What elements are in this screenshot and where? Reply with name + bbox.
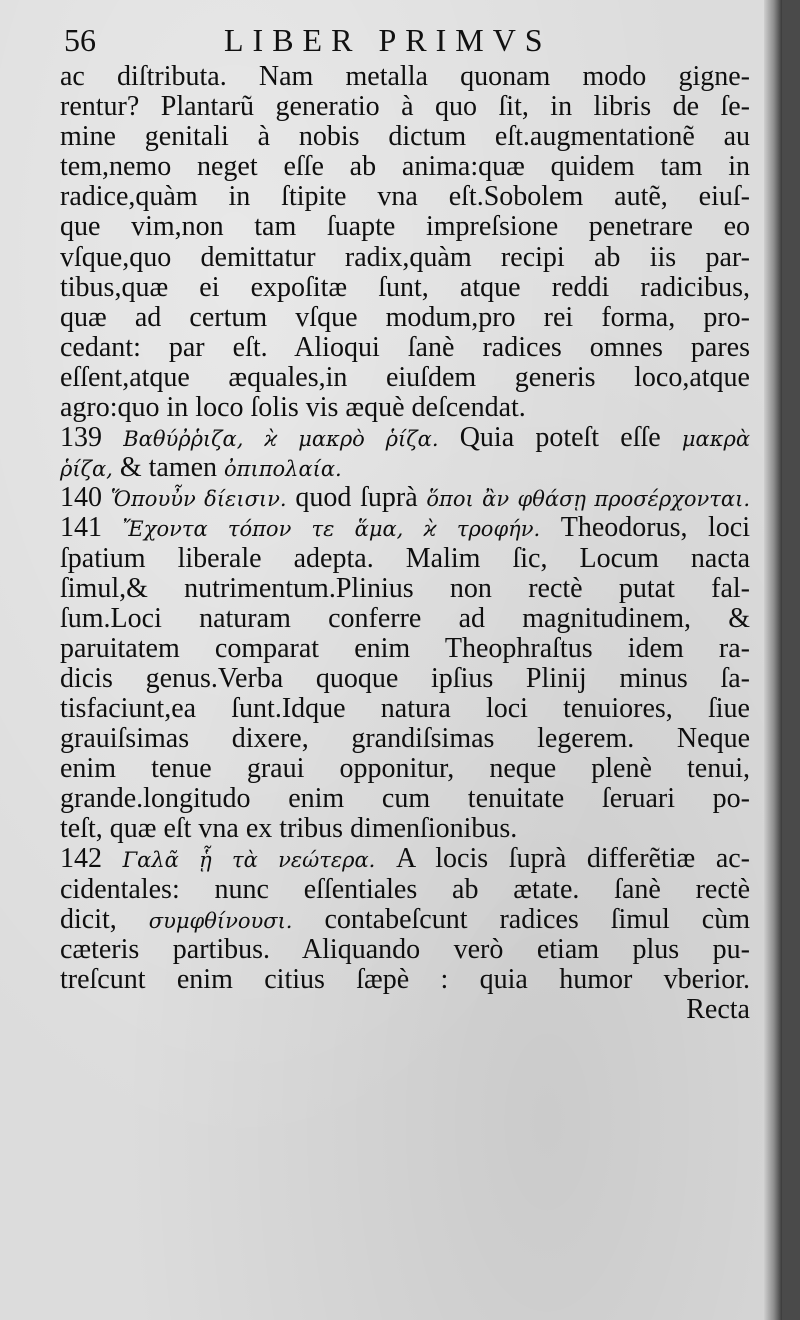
note-number: 140 xyxy=(60,482,102,514)
text-line: enim tenue graui opponitur, neque plenè tenui, xyxy=(60,753,750,785)
text-line: paruitatem comparat enim Theophraſtus idem ra- xyxy=(60,632,750,664)
text-line: que vim,non tam ſuapte impreſsione penetrare eo xyxy=(60,211,750,243)
text-line: radice,quàm in ſtipite vna eſt.Sobolem autẽ, eiuſ- xyxy=(60,181,750,213)
greek-lemma: Γαλᾶ ᾗ τὰ νεώτερα. xyxy=(122,848,376,873)
text-line: ſpatium liberale adepta. Malim ſic, Locum nacta xyxy=(60,542,750,574)
note-text: & tamen xyxy=(119,452,218,484)
greek-word: μακρὰ xyxy=(681,427,751,452)
catchword: Recta xyxy=(686,993,750,1025)
note-text: Theodorus, loci xyxy=(560,512,751,544)
note-text: Quia poteſt eſſe xyxy=(459,422,661,454)
note-142-line xyxy=(60,844,750,874)
greek-word: ὀπιπολαία. xyxy=(224,457,342,482)
text-line: ſum.Loci naturam conferre ad magnitudinem, & xyxy=(60,602,750,634)
text-line: tibus,quæ ei expoſitæ ſunt, atque reddi radicibus, xyxy=(60,271,750,303)
text-line: quæ ad certum vſque modum,pro rei forma, pro- xyxy=(60,301,750,333)
text-line: cedant: par eſt. Alioqui ſanè radices omnes pares xyxy=(60,331,750,363)
text-line: grande.longitudo enim cum tenuitate ſeruari po- xyxy=(60,783,750,815)
text-line: cidentales: nunc eſſentiales ab ætate. ſanè rectè xyxy=(60,873,750,905)
text-line: treſcunt enim citius ſæpè : quia humor vberior. xyxy=(60,963,750,995)
note-number: 141 xyxy=(60,512,102,544)
dicit-line xyxy=(60,905,750,935)
text-line: cæteris partibus. Aliquando verò etiam plus pu- xyxy=(60,933,750,965)
note-text: A locis ſuprà differẽtiæ ac- xyxy=(395,843,750,875)
text-line: eſſent,atque æquales,in eiuſdem generis loco,atque xyxy=(60,361,750,393)
note-139-line-2 xyxy=(60,453,750,483)
greek-word: ῥίζα, xyxy=(60,457,113,482)
note-141-line xyxy=(60,513,750,543)
body-text xyxy=(60,62,750,1025)
text-line: ac diſtributa. Nam metalla quonam modo gigne- xyxy=(60,61,750,92)
running-head: LIBER PRIMVS xyxy=(224,22,552,58)
note-140-line xyxy=(60,483,750,513)
text-line: agro:quo in loco ſolis vis æquè deſcendat. xyxy=(60,392,526,424)
text-line: rentur? Plantarũ generatio à quo ſit, in libris de ſe- xyxy=(60,91,750,123)
note-text: contabeſcunt radices ſimul cùm xyxy=(324,903,751,935)
note-text: dicit, xyxy=(60,903,117,935)
page-edge-shadow xyxy=(764,0,782,1320)
text-line: ſimul,& nutrimentum.Plinius non rectè putat fal- xyxy=(60,572,750,604)
greek-phrase: ὅποι ἂν φθάσῃ προσέρχονται. xyxy=(426,487,751,512)
note-139-line-1 xyxy=(60,423,750,453)
text-line: vſque,quo demittatur radix,quàm recipi ab iis par- xyxy=(60,241,750,273)
greek-lemma: Ὅπουὖν δίεισιν. xyxy=(110,487,287,512)
text-line: mine genitali à nobis dictum eſt.augmentationẽ au xyxy=(60,121,750,153)
note-text: quod ſuprà xyxy=(295,482,418,514)
note-number: 142 xyxy=(60,843,102,875)
page-number: 56 xyxy=(64,22,96,58)
greek-lemma: Ἔχοντα τόπον τε ἅμα, ϰ̀ τροφήν. xyxy=(122,517,541,542)
text-line: dicis genus.Verba quoque ipſius Plinij minus ſa- xyxy=(60,662,750,694)
text-line: grauiſsimas dixere, grandiſsimas legerem. Neque xyxy=(60,723,750,755)
greek-lemma: Βαθύῤῥιζα, ϰ̀ μακρὸ ῥίζα. xyxy=(123,427,439,452)
text-line: teſt, quæ eſt vna ex tribus dimenſionibus. xyxy=(60,813,518,845)
greek-word: συμφθίνουσι. xyxy=(148,908,293,933)
text-line: tisfaciunt,ea ſunt.Idque natura loci tenuiores, ſiue xyxy=(60,692,750,724)
text-line: tem,nemo neget eſſe ab anima:quæ quidem tam in xyxy=(60,151,750,183)
note-number: 139 xyxy=(60,422,102,454)
